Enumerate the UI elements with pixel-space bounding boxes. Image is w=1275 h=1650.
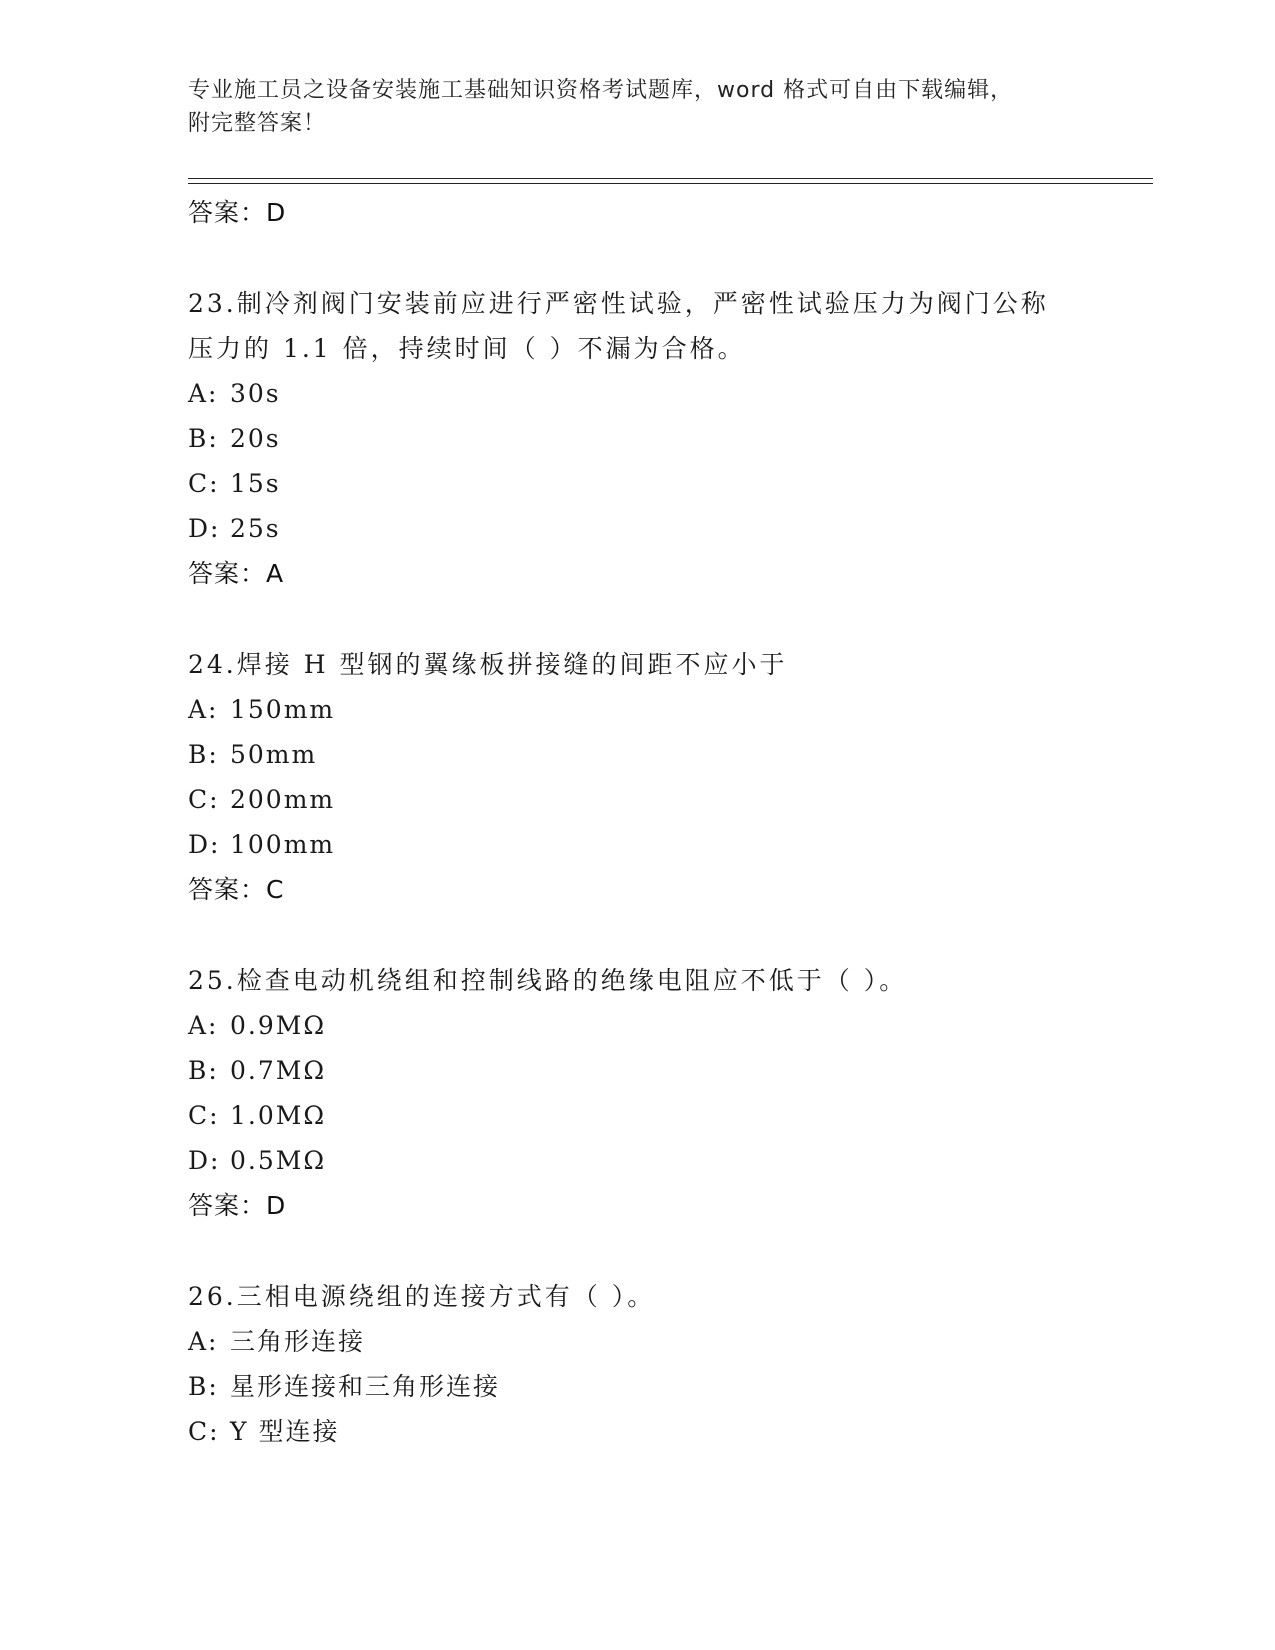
option-c: C: 15s [188, 469, 281, 498]
header-line-1: 专业施工员之设备安装施工基础知识资格考试题库，word 格式可自由下载编辑， [188, 78, 1014, 103]
option-d: D: 100mm [188, 830, 336, 859]
question-24 [188, 642, 1148, 912]
answer-line: 答案：C [188, 875, 285, 904]
document-header [188, 74, 1068, 140]
question-stem: 24.焊接 H 型钢的翼缘板拼接缝的间距不应小于 [188, 650, 788, 679]
option-c: C: 1.0MΩ [188, 1101, 327, 1130]
option-c: C: Y 型连接 [188, 1417, 340, 1446]
question-26 [188, 1274, 1148, 1454]
option-a: A: 30s [188, 379, 281, 408]
answer-line: 答案：A [188, 559, 285, 588]
option-d: D: 25s [188, 514, 281, 543]
question-23 [188, 281, 1148, 596]
question-25 [188, 958, 1148, 1228]
option-b: B: 0.7MΩ [188, 1056, 327, 1085]
header-line-2: 附完整答案！ [188, 111, 327, 136]
option-c: C: 200mm [188, 785, 336, 814]
answer-line: 答案：D [188, 1191, 287, 1220]
option-a: A: 150mm [188, 695, 336, 724]
option-b: B: 20s [188, 424, 281, 453]
question-stem: 23.制冷剂阀门安装前应进行严密性试验，严密性试验压力为阀门公称 压力的 1.1 倍，持续时间（ ）不漏为合格。 [188, 289, 1049, 363]
answer-line: 答案：D [188, 198, 287, 227]
option-b: B: 星形连接和三角形连接 [188, 1372, 501, 1401]
option-b: B: 50mm [188, 740, 318, 769]
question-stem: 25.检查电动机绕组和控制线路的绝缘电阻应不低于（ ）。 [188, 966, 908, 995]
option-a: A: 三角形连接 [188, 1327, 366, 1356]
question-list [188, 190, 1148, 1454]
header-divider-top [188, 178, 1153, 179]
header-divider-bottom [188, 183, 1153, 184]
option-d: D: 0.5MΩ [188, 1146, 327, 1175]
option-a: A: 0.9MΩ [188, 1011, 327, 1040]
question-stem: 26.三相电源绕组的连接方式有（ ）。 [188, 1282, 656, 1311]
